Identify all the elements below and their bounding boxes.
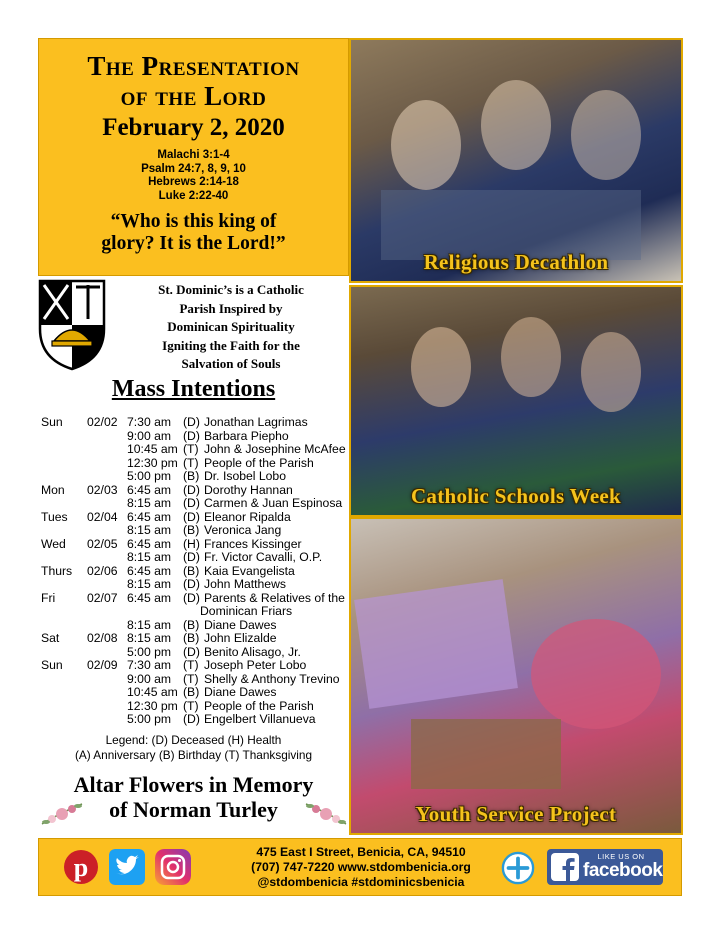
mass-name: Joseph Peter Lobo bbox=[204, 658, 307, 672]
mass-time: 6:45 am bbox=[127, 536, 172, 551]
twitter-icon[interactable] bbox=[109, 849, 145, 885]
mass-code: (B) bbox=[183, 631, 200, 645]
motto-line: Igniting the Faith for the bbox=[162, 337, 300, 353]
mass-date bbox=[87, 524, 127, 538]
mass-day bbox=[41, 524, 87, 538]
mass-code: (D) bbox=[183, 415, 200, 429]
mass-date bbox=[87, 443, 127, 457]
photo-catholic-schools-week bbox=[349, 285, 683, 517]
mass-row bbox=[41, 470, 351, 484]
mass-row bbox=[41, 578, 351, 592]
mass-time: 5:00 pm bbox=[127, 469, 172, 483]
mass-day: Wed bbox=[41, 536, 66, 551]
mass-day: Sat bbox=[41, 631, 60, 645]
mass-name: John & Josephine McAfee bbox=[204, 442, 346, 456]
mass-code: (D) bbox=[183, 590, 200, 605]
mass-date: 02/08 bbox=[87, 631, 118, 645]
mass-row bbox=[41, 524, 351, 538]
mass-time: 12:30 pm bbox=[127, 698, 178, 713]
photo-caption: Catholic Schools Week bbox=[410, 484, 622, 508]
altar-flowers-notice bbox=[38, 772, 349, 822]
mass-time: 8:15 am bbox=[127, 523, 172, 537]
mass-row bbox=[41, 416, 351, 430]
mass-date bbox=[87, 551, 127, 565]
mass-code: (D) bbox=[183, 428, 200, 443]
mass-code: (T) bbox=[183, 658, 199, 672]
mass-row bbox=[41, 565, 351, 579]
mass-code: (B) bbox=[183, 469, 200, 483]
mass-row bbox=[41, 686, 351, 700]
mass-row-continuation: Dominican Friars bbox=[200, 604, 293, 618]
instagram-icon[interactable] bbox=[155, 849, 191, 885]
mass-time: 10:45 am bbox=[127, 685, 178, 699]
photo-caption: Youth Service Project bbox=[415, 802, 617, 826]
mass-time: 6:45 am bbox=[127, 509, 172, 524]
legend-line-2: (A) Anniversary (B) Birthday (T) Thanksgiving bbox=[74, 748, 313, 762]
mass-code: (T) bbox=[183, 698, 199, 713]
parish-phone-web: (707) 747-7220 www.stdombenicia.org bbox=[251, 860, 471, 874]
facebook-like-label: LIKE US ON bbox=[597, 852, 645, 861]
motto-line: Salvation of Souls bbox=[181, 356, 281, 371]
mass-date bbox=[87, 646, 127, 660]
scripture-quote bbox=[39, 211, 348, 255]
mass-name: Engelbert Villanueva bbox=[204, 712, 316, 726]
mass-name: Kaia Evangelista bbox=[204, 563, 295, 578]
parish-social-handles: @stdombenicia #stdominicsbenicia bbox=[257, 875, 465, 889]
mass-day bbox=[41, 457, 87, 471]
mass-day bbox=[41, 578, 87, 592]
mass-day: Sun bbox=[41, 658, 63, 672]
mass-time: 7:30 am bbox=[127, 658, 172, 672]
mass-row bbox=[41, 551, 351, 565]
mass-time: 5:00 pm bbox=[127, 644, 172, 659]
mass-day: Tues bbox=[41, 509, 68, 524]
mass-day bbox=[41, 673, 87, 687]
title-line-1: The Presentation bbox=[87, 51, 300, 81]
mass-date: 02/02 bbox=[87, 415, 118, 429]
altar-flowers-line-1: Altar Flowers in Memory bbox=[73, 772, 314, 797]
mass-row bbox=[41, 592, 351, 606]
quote-line-1: “Who is this king of bbox=[110, 211, 277, 232]
mass-date: 02/05 bbox=[87, 536, 118, 551]
photo-youth-service-project bbox=[349, 517, 683, 835]
mass-day bbox=[41, 713, 87, 727]
mass-name: Frances Kissinger bbox=[204, 536, 302, 551]
photo-caption: Religious Decathlon bbox=[423, 250, 609, 274]
mass-row bbox=[41, 511, 351, 525]
mass-name: Shelly & Anthony Trevino bbox=[204, 671, 340, 686]
mass-row bbox=[41, 430, 351, 444]
mass-day bbox=[41, 470, 87, 484]
mass-day: Thurs bbox=[41, 563, 73, 578]
mass-name: Diane Dawes bbox=[204, 617, 277, 632]
altar-flowers-line-2: of Norman Turley bbox=[109, 797, 278, 822]
quote-line-2: glory? It is the Lord!” bbox=[101, 233, 286, 254]
header-box bbox=[38, 38, 349, 276]
photo-religious-decathlon bbox=[349, 38, 683, 283]
mass-time: 8:15 am bbox=[127, 617, 172, 632]
mass-name: John Elizalde bbox=[204, 631, 277, 645]
mass-time: 6:45 am bbox=[127, 590, 172, 605]
mass-row bbox=[41, 713, 351, 727]
flower-sprig-icon bbox=[304, 800, 348, 828]
motto-line: Parish Inspired by bbox=[179, 300, 283, 316]
mass-time: 8:15 am bbox=[127, 631, 172, 645]
pinterest-icon[interactable] bbox=[63, 849, 99, 885]
mass-code: (T) bbox=[183, 671, 199, 686]
mass-day bbox=[41, 646, 87, 660]
mass-name: Carmen & Juan Espinosa bbox=[204, 496, 343, 510]
parish-contact bbox=[239, 845, 483, 890]
mass-code: (B) bbox=[183, 523, 200, 537]
readings-list bbox=[39, 149, 348, 203]
motto-line: St. Dominic’s is a Catholic bbox=[158, 282, 304, 297]
mass-day bbox=[41, 443, 87, 457]
mass-date bbox=[87, 430, 127, 444]
mass-time: 9:00 am bbox=[127, 428, 172, 443]
flower-sprig-icon bbox=[40, 800, 84, 828]
mass-code: (T) bbox=[183, 455, 199, 470]
mass-time: 9:00 am bbox=[127, 671, 172, 686]
parish-motto bbox=[116, 281, 346, 374]
mass-time: 8:15 am bbox=[127, 577, 172, 591]
mass-row bbox=[41, 673, 351, 687]
mass-day bbox=[41, 686, 87, 700]
mass-name: Jonathan Lagrimas bbox=[204, 415, 308, 429]
mass-code: (B) bbox=[183, 617, 200, 632]
mass-name: Fr. Victor Cavalli, O.P. bbox=[204, 550, 323, 564]
mass-code: (D) bbox=[183, 644, 200, 659]
mass-time: 7:30 am bbox=[127, 415, 172, 429]
mass-name: People of the Parish bbox=[204, 698, 314, 713]
parish-crest-icon bbox=[38, 279, 106, 371]
mass-code: (B) bbox=[183, 685, 200, 699]
mass-name: Dr. Isobel Lobo bbox=[204, 469, 286, 483]
mass-row bbox=[41, 497, 351, 511]
mass-name: John Matthews bbox=[204, 577, 286, 591]
mass-code: (B) bbox=[183, 563, 200, 578]
mass-name: Dorothy Hannan bbox=[204, 482, 293, 497]
mass-row bbox=[41, 646, 351, 660]
mass-time: 12:30 pm bbox=[127, 455, 178, 470]
mass-code: (T) bbox=[183, 442, 199, 456]
mass-name: Diane Dawes bbox=[204, 685, 277, 699]
facebook-wordmark: facebook bbox=[583, 860, 663, 881]
flocknote-icon[interactable] bbox=[501, 851, 535, 885]
mass-date bbox=[87, 713, 127, 727]
mass-day bbox=[41, 700, 87, 714]
mass-day bbox=[41, 497, 87, 511]
mass-name: People of the Parish bbox=[204, 455, 314, 470]
mass-code: (D) bbox=[183, 509, 200, 524]
mass-date bbox=[87, 457, 127, 471]
reading: Malachi 3:1-4 bbox=[157, 149, 230, 161]
mass-day: Mon bbox=[41, 482, 65, 497]
mass-name: Parents & Relatives of the bbox=[204, 590, 345, 605]
svg-text:p: p bbox=[73, 853, 89, 882]
mass-row bbox=[41, 538, 351, 552]
mass-name: Benito Alisago, Jr. bbox=[204, 644, 301, 659]
title-line-2: of the Lord bbox=[120, 81, 267, 111]
mass-code: (D) bbox=[183, 550, 200, 564]
mass-date bbox=[87, 686, 127, 700]
mass-name: Veronica Jang bbox=[204, 523, 282, 537]
mass-name: Barbara Piepho bbox=[204, 428, 289, 443]
mass-row bbox=[41, 659, 351, 673]
reading: Luke 2:22-40 bbox=[158, 189, 229, 202]
feast-date: February 2, 2020 bbox=[102, 114, 285, 141]
mass-date bbox=[87, 619, 127, 633]
mass-day bbox=[41, 430, 87, 444]
mass-date bbox=[87, 470, 127, 484]
mass-intentions-heading: Mass Intentions bbox=[111, 376, 276, 402]
mass-code: (D) bbox=[183, 482, 200, 497]
mass-date: 02/03 bbox=[87, 482, 118, 497]
mass-date: 02/09 bbox=[87, 658, 118, 672]
mass-name: Eleanor Ripalda bbox=[204, 509, 291, 524]
mass-day bbox=[41, 551, 87, 565]
mass-date: 02/06 bbox=[87, 563, 118, 578]
mass-time: 10:45 am bbox=[127, 442, 178, 456]
mass-date bbox=[87, 673, 127, 687]
mass-code: (H) bbox=[183, 536, 200, 551]
mass-date bbox=[87, 578, 127, 592]
parish-address: 475 East I Street, Benicia, CA, 94510 bbox=[256, 845, 466, 859]
mass-time: 6:45 am bbox=[127, 482, 172, 497]
mass-day: Sun bbox=[41, 415, 63, 429]
reading: Psalm 24:7, 8, 9, 10 bbox=[141, 162, 246, 175]
intentions-legend bbox=[38, 733, 349, 763]
mass-code: (D) bbox=[183, 712, 200, 726]
reading: Hebrews 2:14-18 bbox=[148, 176, 239, 188]
motto-line: Dominican Spirituality bbox=[167, 319, 295, 334]
mass-row bbox=[41, 619, 351, 633]
mass-row bbox=[41, 443, 351, 457]
mass-day: Fri bbox=[41, 590, 56, 605]
mass-day bbox=[41, 619, 87, 633]
mass-date: 02/04 bbox=[87, 509, 118, 524]
mass-time: 5:00 pm bbox=[127, 712, 172, 726]
mass-row bbox=[41, 484, 351, 498]
mass-intentions-list bbox=[41, 416, 351, 727]
mass-code: (D) bbox=[183, 496, 200, 510]
legend-line-1: Legend: (D) Deceased (H) Health bbox=[105, 733, 282, 747]
facebook-icon bbox=[551, 853, 579, 881]
mass-date: 02/07 bbox=[87, 590, 118, 605]
mass-time: 8:15 am bbox=[127, 550, 172, 564]
mass-time: 8:15 am bbox=[127, 496, 172, 510]
footer-bar bbox=[38, 838, 682, 896]
mass-time: 6:45 am bbox=[127, 563, 172, 578]
mass-row bbox=[41, 700, 351, 714]
facebook-like-badge[interactable] bbox=[547, 849, 663, 885]
mass-row bbox=[41, 457, 351, 471]
mass-date bbox=[87, 700, 127, 714]
mass-row bbox=[41, 632, 351, 646]
mass-code: (D) bbox=[183, 577, 200, 591]
mass-date bbox=[87, 497, 127, 511]
